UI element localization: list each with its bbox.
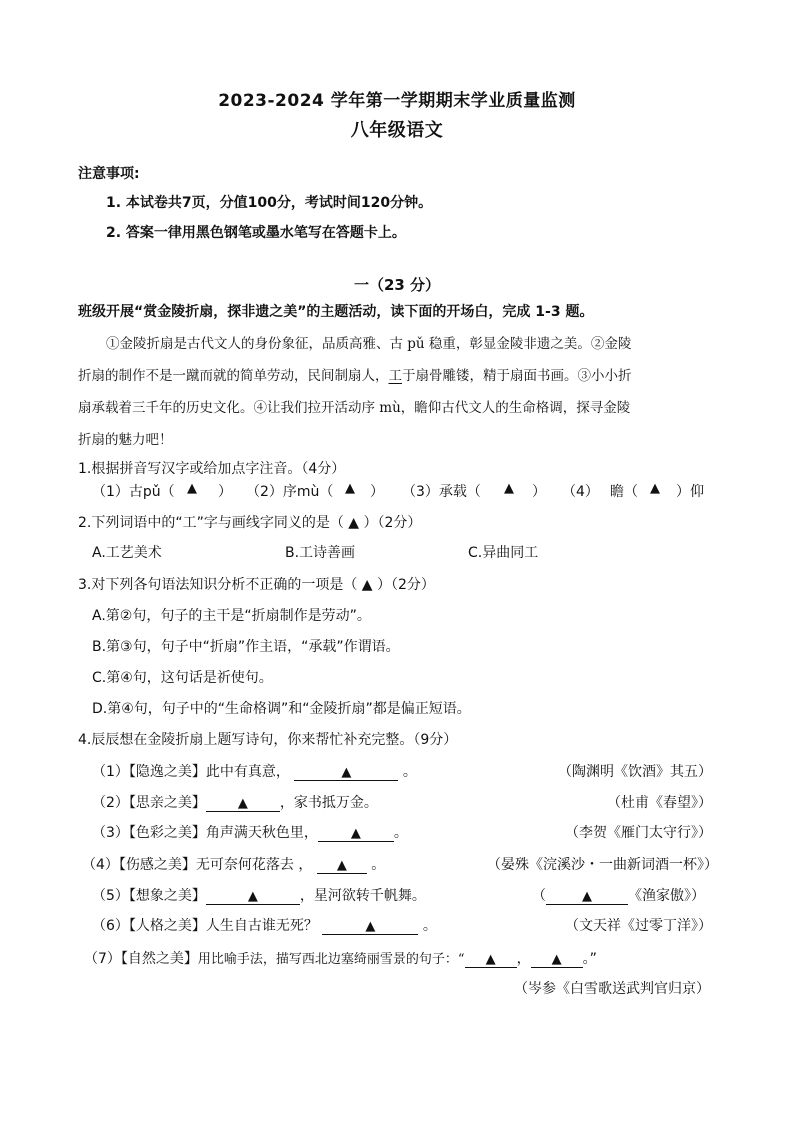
q4-item-7-source: （岑参《白雪歌送武判官归京） (514, 981, 710, 997)
q1-part1-label: （1）古pǔ（ (92, 484, 175, 500)
q4-item-tag: 【人格之美】 (128, 918, 206, 934)
q4-item-num: （4） (82, 857, 119, 873)
q1-part3-blank[interactable]: ▲ (504, 481, 514, 496)
answer-blank[interactable] (206, 889, 300, 905)
q4-item-text: 人生自古谁无死？ (205, 918, 318, 934)
blank-mark: ▲ (582, 889, 592, 904)
q1-part1-close: ） (218, 484, 232, 500)
q1-part2-label: （2）序mù（ (246, 484, 334, 500)
q2-option-c[interactable]: C.异曲同工 (468, 545, 539, 561)
q4-item-5-source (532, 885, 705, 905)
q3-option-a[interactable]: A.第②句，句子的主干是“折扇制作是劳动”。 (92, 608, 371, 624)
q4-item-num: （2） (92, 795, 129, 811)
q4-item-text-mid: ， (516, 951, 531, 967)
q4-item-text-end: 。 (393, 825, 408, 841)
blank-mark: ▲ (350, 826, 361, 841)
passage-line-2 (78, 364, 632, 384)
q1-part2-blank[interactable]: ▲ (345, 481, 355, 496)
source-open: （ (532, 888, 546, 904)
q1-part4-close: ）仰 (676, 484, 704, 500)
passage-line-1: ①金陵折扇是古代文人的身份象征，品质高雅、古 pǔ 稳重，彰显金陵非遗之美。②金陵 (106, 336, 632, 352)
page-subtitle: 八年级语文 (350, 120, 444, 141)
answer-blank[interactable] (294, 765, 398, 781)
q4-item-num: （7） (84, 951, 121, 967)
q1-part2-close: ） (370, 484, 384, 500)
passage-line-2-post: 于扇骨雕镂，精于扇面书画。③小小折 (402, 368, 632, 384)
q4-item-text-end: ，星河欲转千帆舞。 (299, 888, 426, 904)
answer-blank[interactable] (318, 826, 394, 842)
q4-item-num: （3） (92, 825, 129, 841)
passage-line-4: 折扇的魅力吧！ (78, 432, 173, 448)
q4-item-text: 角声满天秋色里， (205, 825, 318, 841)
q3-option-b[interactable]: B.第③句，句子中“折扇”作主语，“承载”作谓语。 (92, 639, 400, 655)
section-intro: 班级开展“赏金陵折扇，探非遗之美”的主题活动，读下面的开场白，完成 1-3 题。 (78, 304, 594, 320)
q4-item-1 (92, 761, 417, 781)
q4-item-tag: 【隐逸之美】 (128, 764, 206, 780)
notice-item-2: 2. 答案一律用黑色钢笔或墨水笔写在答题卡上。 (106, 225, 406, 241)
q1-part3-label: （3）承载（ (402, 484, 481, 500)
q4-item-2-source: （杜甫《春望》） (607, 795, 712, 811)
q1-part1-blank[interactable]: ▲ (187, 481, 197, 496)
answer-blank[interactable] (206, 796, 280, 812)
q3-option-d[interactable]: D.第④句，句子中的“生命格调”和“金陵折扇”都是偏正短语。 (92, 701, 471, 717)
q3-stem: 3.对下列各句语法知识分析不正确的一项是（ ▲ ）（2分） (78, 577, 435, 593)
q4-stem: 4.辰辰想在金陵折扇上题写诗句，你来帮忙补充完整。（9分） (78, 732, 458, 748)
passage-underlined-char: 工 (388, 368, 402, 384)
passage-line-2-pre: 折扇的制作不是一蹴而就的简单劳动，民间制扇人， (78, 368, 389, 384)
source-close: 《渔家傲》） (628, 888, 705, 904)
q1-stem: 1.根据拼音写汉字或给加点字注音。（4分） (78, 461, 346, 477)
blank-mark: ▲ (365, 919, 376, 934)
q4-item-text: 用比喻手法，描写西北边塞绮丽雪景的句子：“ (197, 952, 465, 967)
q4-item-text-end: ，家书抵万金。 (279, 795, 378, 811)
q2-option-a[interactable]: A.工艺美术 (92, 545, 162, 561)
q4-item-7 (84, 948, 597, 968)
q4-item-tag: 【思亲之美】 (128, 795, 206, 811)
q4-item-text-end: 。 (402, 764, 417, 780)
q4-item-tag: 【伤感之美】 (118, 857, 196, 873)
answer-blank[interactable] (465, 952, 517, 968)
section-heading: 一（23 分） (353, 276, 441, 294)
q4-item-5 (92, 885, 426, 905)
answer-blank[interactable] (322, 919, 418, 935)
q4-item-6-source: （文天祥《过零丁洋》） (565, 918, 712, 934)
q4-item-text-end: 。” (582, 951, 597, 967)
q4-item-text: 无可奈何花落去 ， (195, 857, 313, 873)
q4-item-num: （5） (92, 888, 129, 904)
q4-item-4-source: （晏殊《浣溪沙・一曲新词酒一杯》） (487, 857, 718, 873)
blank-mark: ▲ (247, 889, 258, 904)
q4-item-tag: 【自然之美】 (120, 951, 198, 967)
q4-item-tag: 【色彩之美】 (128, 825, 206, 841)
q1-part4-blank[interactable]: ▲ (650, 481, 660, 496)
q1-part4-open: 瞻（ (610, 484, 638, 500)
q2-option-b[interactable]: B.工诗善画 (285, 545, 356, 561)
blank-mark: ▲ (341, 765, 352, 780)
blank-mark: ▲ (336, 858, 347, 873)
q3-option-c[interactable]: C.第④句，这句话是祈使句。 (92, 670, 273, 686)
q4-item-3 (92, 822, 408, 842)
blank-mark: ▲ (551, 952, 562, 967)
q4-item-tag: 【想象之美】 (128, 888, 206, 904)
notice-item-1: 1. 本试卷共7页，分值100分，考试时间120分钟。 (106, 195, 433, 211)
q4-item-num: （1） (92, 764, 129, 780)
q2-stem: 2.下列词语中的“工”字与画线字同义的是（ ▲ ）（2分） (78, 515, 422, 531)
q1-part3-close: ） (532, 484, 546, 500)
q4-item-text-end: 。 (422, 918, 437, 934)
q4-item-num: （6） (92, 918, 129, 934)
answer-blank[interactable] (531, 952, 583, 968)
blank-mark: ▲ (485, 952, 496, 967)
q4-item-1-source: （陶渊明《饮酒》其五） (558, 764, 712, 780)
q1-part4-label: （4） (562, 484, 599, 500)
answer-blank[interactable] (317, 858, 367, 874)
notice-heading: 注意事项: (78, 166, 140, 182)
answer-blank[interactable] (546, 889, 628, 905)
q4-item-6 (92, 915, 437, 935)
page-title: 2023-2024 学年第一学期期末学业质量监测 (218, 91, 576, 111)
q4-item-4 (82, 854, 385, 874)
q4-item-text: 此中有真意， (205, 764, 290, 780)
blank-mark: ▲ (237, 796, 248, 811)
q4-item-3-source: （李贺《雁门太守行》） (565, 825, 712, 841)
passage-line-3: 扇承载着三千年的历史文化。④让我们拉开活动序 mù，瞻仰古代文人的生命格调，探寻金陵 (78, 400, 631, 416)
q4-item-2 (92, 792, 378, 812)
q4-item-text-end: 。 (371, 857, 386, 873)
